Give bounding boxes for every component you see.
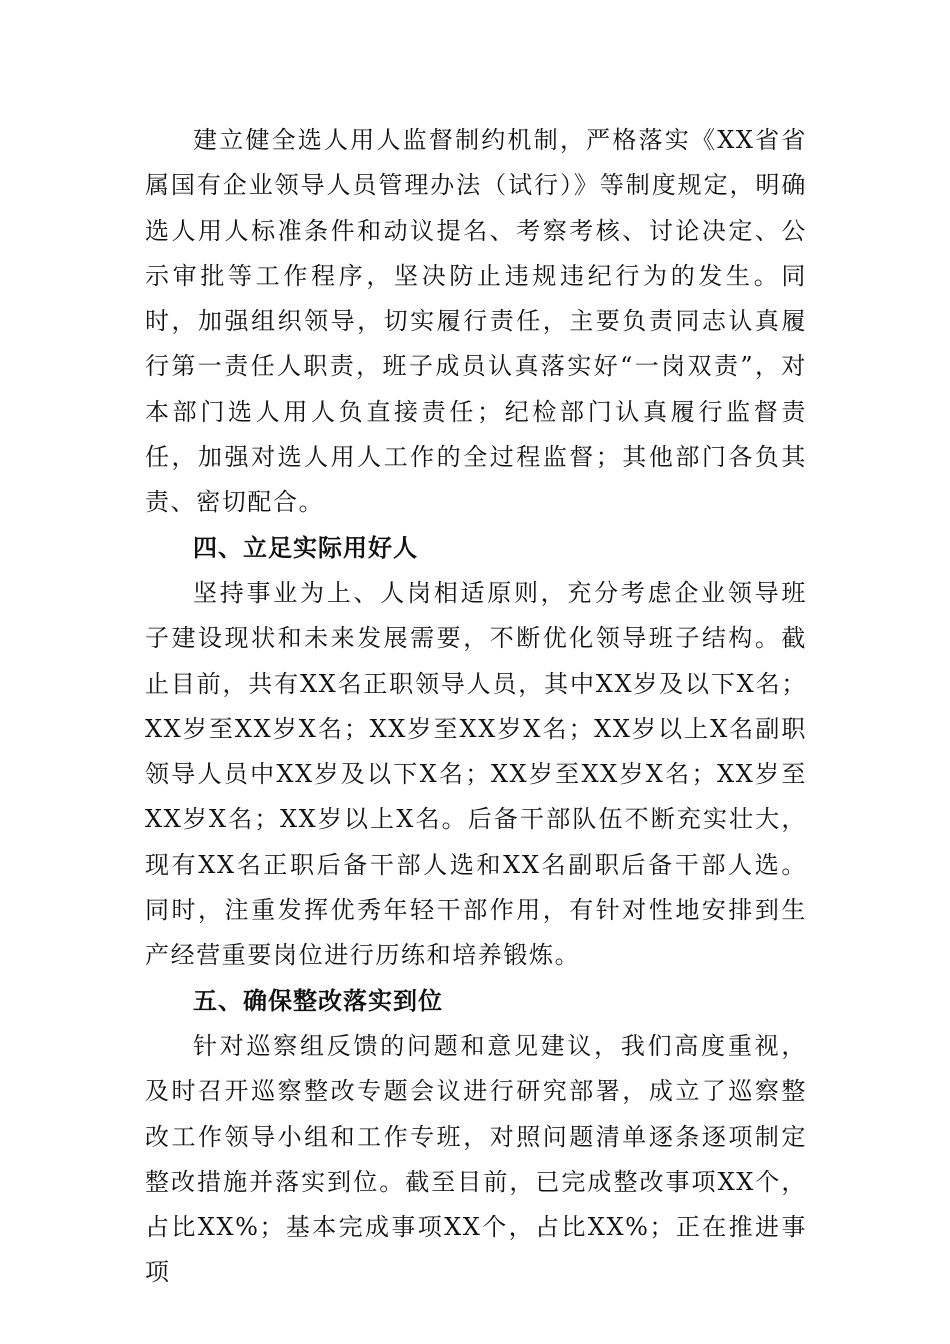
section-heading-five: 五、确保整改落实到位 — [193, 986, 443, 1015]
document-body — [145, 118, 807, 1296]
paragraph-supervision: 建立健全选人用人监督制约机制，严格落实《XX省省属国有企业领导人员管理办法（试行）》等制度规定，明确选人用人标准条件和动议提名、考察考核、讨论决定、公示审批等工作程序，坚决防止违规违纪行为的发生。同时，加强组织领导，切实履行责任，主要负责同志认真履行第一责任人职责，班子成员认真落实好“一岗双责”，对本部门选人用人负直接责任；纪检部门认真履行监督责任，加强对选人用人工作的全过程监督；其他部门各负其责、密切配合。 — [145, 126, 807, 517]
paragraph-staffing: 坚持事业为上、人岗相适原则，充分考虑企业领导班子建设现状和未来发展需要，不断优化领导班子结构。截止目前，共有XX名正职领导人员，其中XX岁及以下X名；XX岁至XX岁X名；XX岁至XX岁X名；XX岁以上X名副职领导人员中XX岁及以下X名；XX岁至XX岁X名；XX岁至XX岁X名；XX岁以上X名。后备干部队伍不断充实壮大，现有XX名正职后备干部人选和XX名副职后备干部人选。同时，注重发挥优秀年轻干部作用，有针对性地安排到生产经营重要岗位进行历练和培养锻炼。 — [145, 578, 807, 970]
section-heading-four: 四、立足实际用好人 — [193, 533, 418, 562]
paragraph-rectification: 针对巡察组反馈的问题和意见建议，我们高度重视，及时召开巡察整改专题会议进行研究部署，成立了巡察整改工作领导小组和工作专班，对照问题清单逐条逐项制定整改措施并落实到位。截至目前，已完成整改事项XX个，占比XX%；基本完成事项XX个，占比XX%；正在推进事项 — [145, 1031, 807, 1287]
